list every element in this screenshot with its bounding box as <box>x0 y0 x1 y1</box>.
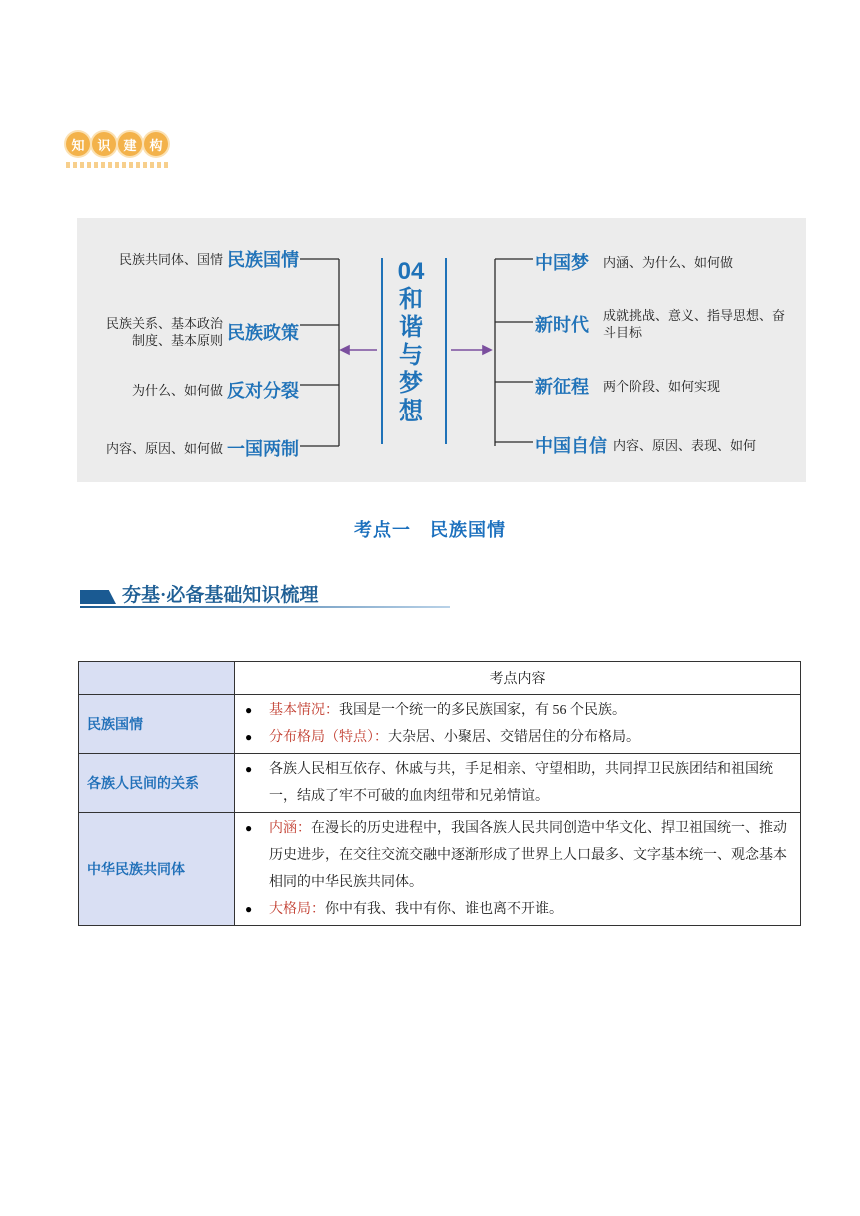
mind-map-left-item <box>119 246 299 272</box>
mind-map-left-item <box>132 377 299 403</box>
mind-map-right-item <box>535 307 789 341</box>
mind-map-desc: 内容、原因、表现、如何 <box>613 437 757 453</box>
bullet-item <box>241 724 792 751</box>
bullet-icon: ● <box>245 762 253 776</box>
row-content <box>235 813 801 926</box>
mind-map-desc: 民族共同体、国情 <box>118 251 223 267</box>
badge-underline <box>66 162 170 168</box>
bullet-term: 内涵： <box>269 821 311 836</box>
mind-map <box>77 218 806 482</box>
bullet-item <box>241 697 792 724</box>
bullet-term: 基本情况： <box>269 703 339 718</box>
mind-map-key: 中国梦 <box>535 253 589 273</box>
table-header: 考点内容 <box>235 662 801 695</box>
mind-map-key: 反对分裂 <box>227 381 299 401</box>
bullet-text: 各族人民相互依存、休戚与共，手足相亲、守望相助，共同捍卫民族团结和祖国统一，结成了牢不可破的血肉纽带和兄弟情谊。 <box>269 762 773 804</box>
mind-map-desc: 两个阶段、如何实现 <box>603 378 721 394</box>
row-content <box>235 754 801 813</box>
badge-char: 建 <box>118 132 142 156</box>
bullet-icon: ● <box>245 821 253 835</box>
knowledge-table <box>78 661 801 926</box>
bullet-term: 分布格局（特点）： <box>269 730 388 745</box>
badge-char: 知 <box>66 132 90 156</box>
mind-map-key: 新征程 <box>535 377 589 397</box>
section-banner <box>80 578 450 610</box>
bullet-text: 在漫长的历史进程中，我国各族人民共同创造中华文化、捍卫祖国统一、推动历史进步，在交往交流交融中逐渐形成了世界上人口最多、文字基本统一、观念基本相同的中华民族共同体。 <box>269 821 787 890</box>
row-label: 中华民族共同体 <box>79 813 235 926</box>
table-row <box>79 813 801 926</box>
bullet-icon: ● <box>245 730 253 744</box>
mind-map-key: 民族政策 <box>227 323 299 343</box>
banner-bar <box>80 590 116 604</box>
knowledge-structure-badge <box>66 132 170 168</box>
mind-map-right-item <box>535 432 756 458</box>
mind-map-desc: 内容、原因、如何做 <box>105 440 223 456</box>
banner-underline <box>80 606 450 608</box>
badge-chars <box>66 132 168 156</box>
banner-title: 夯基·必备基础知识梳理 <box>122 585 319 606</box>
mind-map-right-item <box>535 373 720 399</box>
bullet-icon: ● <box>245 902 253 916</box>
bullet-text: 大杂居、小聚居、交错居住的分布格局。 <box>388 730 640 745</box>
mind-map-right-item <box>535 249 733 275</box>
bullet-text: 我国是一个统一的多民族国家，有 56 个民族。 <box>339 703 626 718</box>
table-row <box>79 695 801 754</box>
bullet-text: 你中有我、我中有你、谁也离不开谁。 <box>325 902 563 917</box>
mind-map-left-item <box>106 435 299 461</box>
row-content <box>235 695 801 754</box>
badge-char: 构 <box>144 132 168 156</box>
table-corner-cell <box>79 662 235 695</box>
mind-map-desc: 内涵、为什么、如何做 <box>603 254 734 270</box>
mind-map-desc: 民族关系、基本政治制度、基本原则 <box>105 316 223 348</box>
table-row <box>79 754 801 813</box>
bullet-icon: ● <box>245 703 253 717</box>
table-header-row <box>79 662 801 695</box>
mind-map-left-item <box>105 315 299 349</box>
mind-map-key: 新时代 <box>535 315 589 335</box>
mind-map-key: 中国自信 <box>535 436 607 456</box>
mind-map-desc: 成就挑战、意义、指导思想、奋斗目标 <box>603 308 786 340</box>
row-label: 各族人民间的关系 <box>79 754 235 813</box>
mind-map-title: 04和谐与梦想 <box>397 258 425 425</box>
row-label: 民族国情 <box>79 695 235 754</box>
bullet-item <box>241 756 792 810</box>
mind-map-desc: 为什么、如何做 <box>131 382 223 398</box>
bullet-item <box>241 896 792 923</box>
section-title: 考点一 民族国情 <box>354 520 506 540</box>
badge-char: 识 <box>92 132 116 156</box>
bullet-term: 大格局： <box>269 902 325 917</box>
mind-map-key: 一国两制 <box>227 439 299 459</box>
bullet-item <box>241 815 792 896</box>
mind-map-key: 民族国情 <box>227 250 299 270</box>
